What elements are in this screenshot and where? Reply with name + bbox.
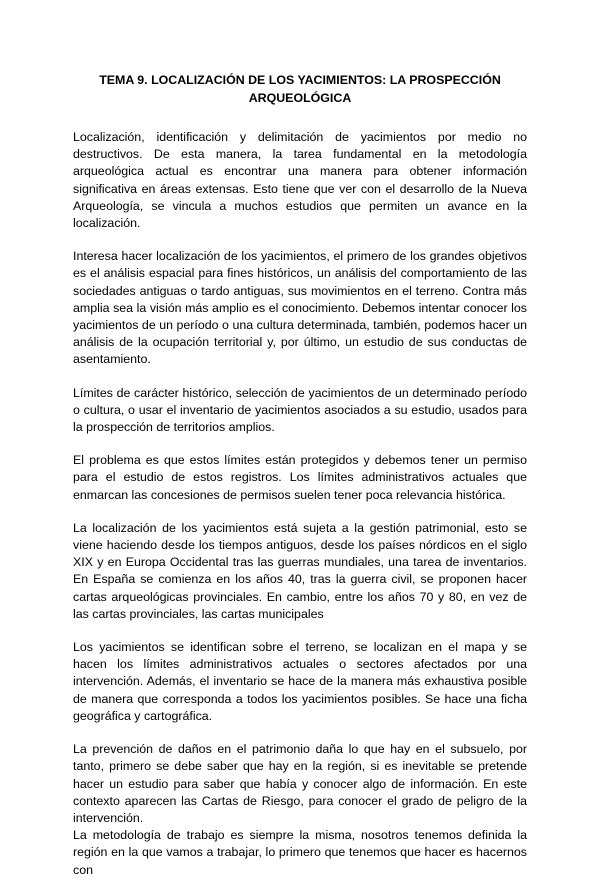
paragraph-5: La localización de los yacimientos está sujeta a la gestión patrimonial, esto se viene haciendo desde los tiempos antiguos, desde los países nórdicos en el siglo XIX y en Europa Occidental tras las guerras mundiales, una tarea de inventarios. En España se comienza en los años 40, tras la guerra civil, se proponen hacer cartas arqueológicas provinciales. En cambio, entre los años 70 y 80, en vez de las cartas provinciales, las cartas municipales [73, 520, 527, 621]
paragraph-2: Interesa hacer localización de los yacimientos, el primero de los grandes objetivos es el análisis espacial para fines históricos, un análisis del comportamiento de las sociedades antiguas o tardo antiguas, sus movimientos en el terreno. Contra más amplia sea la visión más amplio es el conocimiento. Debemos intentar conocer los yacimientos de un período o una cultura determinada, también, podemos hacer un análisis de la ocupación territorial y, por último, un estudio de sus conductas de asentamiento. [73, 249, 527, 367]
paragraph-4: El problema es que estos límites están protegidos y debemos tener un permiso para el estudio de estos registros. Los límites administrativos actuales que enmarcan las concesiones de permisos suelen tener poca relevancia histórica. [73, 453, 527, 502]
paragraph-1: Localización, identificación y delimitación de yacimientos por medio no destructivos. De esta manera, la tarea fundamental en la metodología arqueológica actual es encontrar una manera para obtener información significativa en áreas extensas. Esto tiene que ver con el desarrollo de la Nueva Arqueología, se vincula a muchos estudios que permiten un avance en la localización. [73, 130, 527, 231]
paragraph-6: Los yacimientos se identifican sobre el terreno, se localizan en el mapa y se hacen los límites administrativos actuales o sectores afectados por una intervención. Además, el inventario se hace de la manera más exhaustiva posible de manera que corresponda a todos los yacimientos posibles. Se hace una ficha geográfica y cartográfica. [73, 640, 527, 723]
paragraph-7: La prevención de daños en el patrimonio daña lo que hay en el subsuelo, por tanto, primero se debe saber que hay en la región, si es inevitable se pretende hacer un estudio para saber que había y conocer algo de información. En este contexto aparecen las Cartas de Riesgo, para conocer el grado de peligro de la intervención. [73, 742, 527, 825]
paragraph-3: Límites de carácter histórico, selección de yacimientos de un determinado período o cultura, o usar el inventario de yacimientos asociados a su estudio, usados para la prospección de territorios amplios. [73, 385, 527, 435]
paragraph-8: La metodología de trabajo es siempre la misma, nosotros tenemos definida la región en la que vamos a trabajar, lo primero que tenemos que hacer es hacernos con [73, 828, 527, 877]
page-title: TEMA 9. LOCALIZACIÓN DE LOS YACIMIENTOS: LA PROSPECCIÓN ARQUEOLÓGICA [99, 73, 501, 105]
